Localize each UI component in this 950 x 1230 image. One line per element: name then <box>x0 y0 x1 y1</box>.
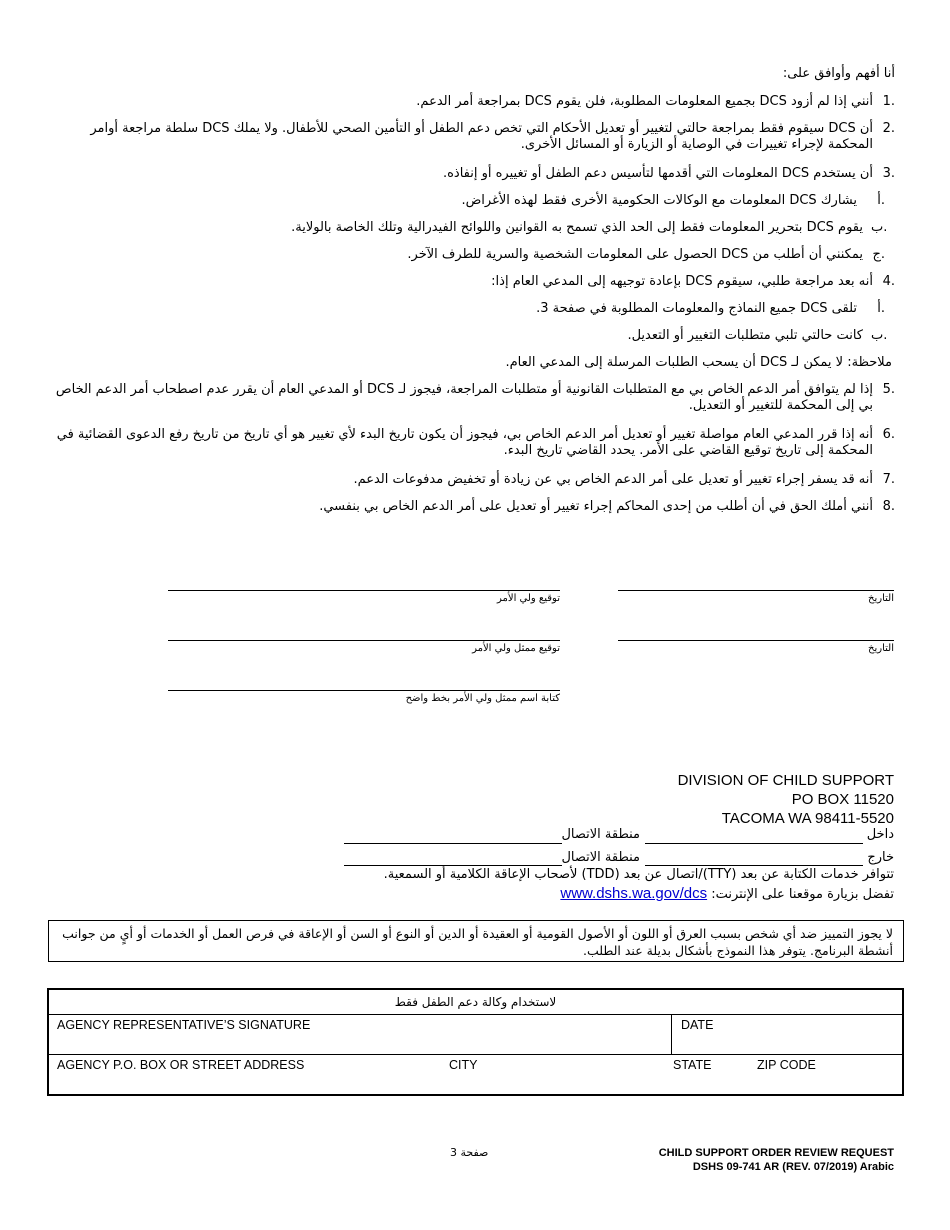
list-item <box>55 166 895 182</box>
outside-area-line[interactable] <box>344 865 562 866</box>
list-item <box>55 94 895 110</box>
date-line-2[interactable] <box>618 640 894 641</box>
agency-zip-label: ZIP CODE <box>757 1058 816 1072</box>
agency-date-label: DATE <box>681 1018 714 1032</box>
item-number: 3. <box>882 166 895 181</box>
outside-phone-line[interactable] <box>645 865 863 866</box>
guardian-signature-line[interactable] <box>168 590 560 591</box>
item-number: ب. <box>871 220 888 235</box>
representative-name-line[interactable] <box>168 690 560 691</box>
item-number: 8. <box>882 499 895 514</box>
nondiscrimination-notice: لا يجوز التمييز ضد أي شخص بسبب العرق أو اللون أو الأصول القومية أو العقيدة أو الدين أو النوع أو السن أو الإعاقة في فرص العمل أو الخدمات أو أيٍ من جوانب أنشطة البرنامج. يتوفر هذا النموذج بأشكال بديلة عند الطلب. <box>48 920 904 962</box>
row-divider <box>671 1014 672 1054</box>
item-text: يشارك DCS المعلومات مع الوكالات الحكومية الأخرى فقط لهذه الأغراض. <box>461 193 857 208</box>
item-text: أنه قد يسفر إجراء تغيير أو تعديل على أمر الدعم الخاص بي عن زيادة أو تخفيض مدفوعات الدعم. <box>353 472 873 487</box>
list-item <box>65 328 888 344</box>
item-number: أ. <box>877 193 885 208</box>
list-item <box>65 301 885 317</box>
representative-name-label: كتابة اسم ممثل ولي الأمر بخط واضح <box>405 693 560 704</box>
form-number: DSHS 09-741 AR (REV. 07/2019) Arabic <box>692 1161 894 1173</box>
agency-row-1 <box>49 1014 902 1055</box>
item-text: كانت حالتي تلبي متطلبات التغيير أو التعديل. <box>627 328 863 343</box>
date-line-1[interactable] <box>618 590 894 591</box>
item-text: أن DCS سيقوم فقط بمراجعة حالتي لتغيير أو تعديل الأحكام التي تخص دعم الطفل أو التأمين الصحي للأطفال. ولا يملك DCS سلطة مراجعة أوامر المحكمة لإجراء تغييرات في الوصاية أو الزيارة أو المسائل الأخرى. <box>90 121 873 152</box>
representative-signature-label: توقيع ممثل ولي الأمر <box>472 643 560 654</box>
address-line-1: DIVISION OF CHILD SUPPORT <box>677 772 894 789</box>
agency-city-label: CITY <box>449 1058 478 1072</box>
item-text: أنه إذا قرر المدعي العام مواصلة تغيير أو تعديل أمر الدعم الخاص بي، فيجوز أن يكون تاريخ البدء لأي تغيير هو أي تاريخ من تاريخ رفع الدعوى القضائية في المحكمة إلى تاريخ توقيع القاضي على الأمر. يحدد القاضي تاريخ البدء. <box>56 427 873 458</box>
list-item <box>65 193 885 209</box>
area-label-2: منطقة الاتصال <box>561 850 640 865</box>
item-number: أ. <box>877 301 885 316</box>
website-line <box>560 885 894 902</box>
agency-signature-label: AGENCY REPRESENTATIVE’S SIGNATURE <box>57 1018 311 1032</box>
list-item <box>65 220 888 236</box>
page-number: صفحة 3 <box>450 1146 489 1159</box>
list-item <box>55 274 895 290</box>
agency-use-box <box>47 988 904 1096</box>
website-link[interactable]: www.dshs.wa.gov/dcs <box>560 885 708 902</box>
inside-area-line[interactable] <box>344 843 562 844</box>
list-item <box>55 472 895 488</box>
mailing-address <box>678 771 894 828</box>
item-text: أنني أملك الحق في أن أطلب من إحدى المحاكم إجراء تغيير أو تعديل على أمر الدعم الخاص بي بنفسي. <box>319 499 873 514</box>
item-text: تلقى DCS جميع النماذج والمعلومات المطلوبة في صفحة 3. <box>536 301 857 316</box>
item-text: يمكنني أن أطلب من DCS الحصول على المعلومات الشخصية والسرية للطرف الآخر. <box>407 247 863 262</box>
date-label-2: التاريخ <box>868 643 894 654</box>
list-item <box>55 121 895 153</box>
item-number: 6. <box>882 427 895 442</box>
inside-label: داخل <box>866 827 894 842</box>
item-number: ب. <box>871 328 888 343</box>
agency-address-label: AGENCY P.O. BOX OR STREET ADDRESS <box>57 1058 305 1072</box>
form-title: CHILD SUPPORT ORDER REVIEW REQUEST <box>658 1147 894 1159</box>
note-text <box>62 355 892 371</box>
outside-label: خارج <box>867 850 894 865</box>
address-line-2: PO BOX 11520 <box>791 791 894 808</box>
item-text: أنني إذا لم أزود DCS بجميع المعلومات المطلوبة، فلن يقوم DCS بمراجعة أمر الدعم. <box>416 94 873 109</box>
agency-row-2 <box>49 1054 902 1094</box>
guardian-signature-label: توقيع ولي الأمر <box>497 593 560 604</box>
list-item <box>65 247 885 263</box>
item-text: يقوم DCS بتحرير المعلومات فقط إلى الحد الذي تسمح به القوانين واللوائح الفيدرالية وتلك الخاصة بالولاية. <box>291 220 863 235</box>
tty-text: تتوافر خدمات الكتابة عن بعد (TTY)/اتصال عن بعد (TDD) لأصحاب الإعاقة الكلامية أو السمعية. <box>383 867 894 882</box>
area-label-1: منطقة الاتصال <box>561 827 640 842</box>
list-item <box>55 382 895 414</box>
intro-text: أنا أفهم وأوافق على: <box>782 66 895 81</box>
item-number: 2. <box>882 121 895 136</box>
item-number: 5. <box>882 382 895 397</box>
item-text: ملاحظة: لا يمكن لـ DCS أن يسحب الطلبات المرسلة إلى المدعي العام. <box>505 355 892 370</box>
item-number: 1. <box>882 94 895 109</box>
form-footer <box>659 1146 894 1174</box>
list-item <box>55 499 895 515</box>
agency-box-title: لاستخدام وكالة دعم الطفل فقط <box>49 990 902 1015</box>
inside-phone-line[interactable] <box>645 843 863 844</box>
item-text: إذا لم يتوافق أمر الدعم الخاص بي مع المتطلبات القانونية أو متطلبات المراجعة، فيجوز لـ DCS أو المدعي العام أن يقرر عدم اصطحاب أمر الدعم الخاص بي إلى المحكمة للتغيير أو التعديل. <box>55 382 873 413</box>
address-line-3: TACOMA WA 98411-5520 <box>721 810 894 827</box>
item-number: ج. <box>872 247 885 262</box>
item-text: أنه بعد مراجعة طلبي، سيقوم DCS بإعادة توجيهه إلى المدعي العام إذا: <box>491 274 873 289</box>
item-number: 7. <box>882 472 895 487</box>
representative-signature-line[interactable] <box>168 640 560 641</box>
item-text: أن يستخدم DCS المعلومات التي أقدمها لتأسيس دعم الطفل أو تغييره أو إنفاذه. <box>442 166 873 181</box>
website-prompt: تفضل بزيارة موقعنا على الإنترنت: <box>711 887 894 902</box>
date-label-1: التاريخ <box>868 593 894 604</box>
list-item <box>55 427 895 459</box>
agency-state-label: STATE <box>673 1058 712 1072</box>
item-number: 4. <box>882 274 895 289</box>
